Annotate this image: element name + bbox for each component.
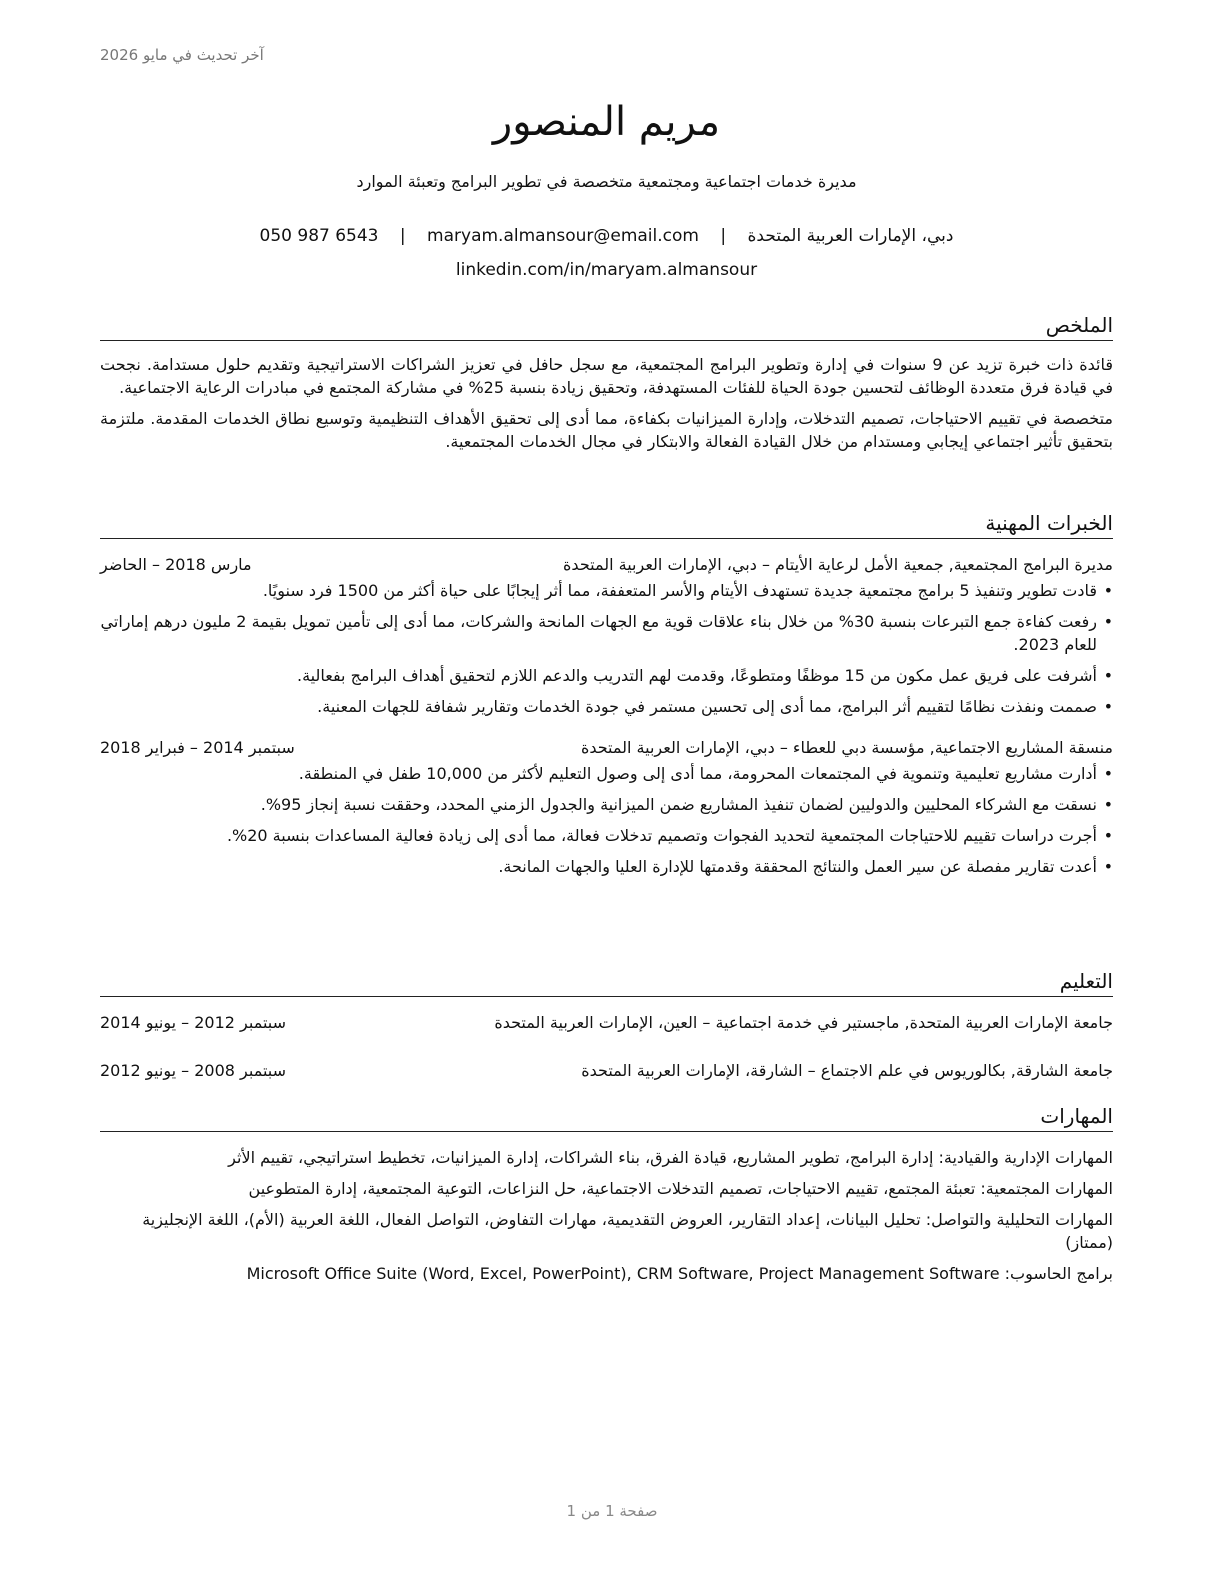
contact-separator: | <box>720 226 727 246</box>
list-item: • قادت تطوير وتنفيذ 5 برامج مجتمعية جديدة تستهدف الأيتام والأسر المتعففة، مما أثر إيجابًا على حياة أكثر من 1500 فرد سنويًا. <box>100 579 1113 602</box>
job-bullets <box>100 579 1113 718</box>
job-role: مديرة البرامج المجتمعية, جمعية الأمل لرعاية الأيتام – دبي، الإمارات العربية المتحدة <box>563 555 1113 574</box>
list-item: • أجرت دراسات تقييم للاحتياجات المجتمعية لتحديد الفجوات وتصميم تدخلات فعالة، مما أدى إلى زيادة فعالية المساعدات بنسبة 20%. <box>100 824 1113 847</box>
experience-section <box>100 508 1113 886</box>
job-dates: سبتمبر 2014 – فبراير 2018 <box>100 738 295 757</box>
list-item: • أشرفت على فريق عمل مكون من 15 موظفًا ومتطوعًا، وقدمت لهم التدريب والدعم اللازم لتحقيق أهداف البرامج بفعالية. <box>100 664 1113 687</box>
education-entry <box>100 1059 1113 1083</box>
list-item: • أعدت تقارير مفصلة عن سير العمل والنتائج المحققة وقدمتها للإدارة العليا والجهات المانحة. <box>100 855 1113 878</box>
candidate-title: مديرة خدمات اجتماعية ومجتمعية متخصصة في تطوير البرامج وتعبئة الموارد <box>356 172 857 191</box>
contact-location: دبي، الإمارات العربية المتحدة <box>747 226 954 246</box>
skill-line: برامج الحاسوب: Microsoft Office Suite (Word, Excel, PowerPoint), CRM Software, Project Management Software <box>246 1264 1113 1283</box>
list-item: • نسقت مع الشركاء المحليين والدوليين لضمان تنفيذ المشاريع ضمن الميزانية والجدول الزمني المحدد، وحققت نسبة إنجاز 95%. <box>100 793 1113 816</box>
summary-paragraph: متخصصة في تقييم الاحتياجات، تصميم التدخلات، وإدارة الميزانيات بكفاءة، مما أدى إلى تحقيق الأهداف التنظيمية وتوسيع نطاق الخدمات المقدمة. ملتزمة بتحقيق تأثير اجتماعي إيجابي ومستدام من خلال القيادة الفعالة والابتكار في مجال الخدمات المجتمعية. <box>100 409 1113 451</box>
section-heading-summary: الملخص <box>100 310 1113 341</box>
job-role: منسقة المشاريع الاجتماعية, مؤسسة دبي للعطاء – دبي، الإمارات العربية المتحدة <box>580 738 1113 757</box>
education-section <box>100 966 1113 1083</box>
contact-linkedin[interactable]: linkedin.com/in/maryam.almansour <box>455 260 758 280</box>
list-item: • رفعت كفاءة جمع التبرعات بنسبة 30% من خلال بناء علاقات قوية مع الجهات المانحة والشركات، مما أدى إلى تأمين تمويل بقيمة 2 مليون درهم إماراتي للعام 2023. <box>100 610 1113 656</box>
contact-line-2 <box>100 256 1113 290</box>
job-bullets <box>100 762 1113 878</box>
contact-phone[interactable]: 050 987 6543 <box>259 226 379 246</box>
summary-paragraph: قائدة ذات خبرة تزيد عن 9 سنوات في إدارة وتطوير البرامج المجتمعية، مع سجل حافل في تعزيز الشراكات الاستراتيجية وتقديم حلول مستدامة. نجحت في قيادة فرق متعددة الوظائف لتحسين جودة الحياة للفئات المستهدفة، وتحقيق زيادة بنسبة 25% في مشاركة المجتمع في مبادرات الرعاية الاجتماعية. <box>100 355 1114 397</box>
education-dates: سبتمبر 2008 – يونيو 2012 <box>100 1061 287 1080</box>
section-heading-education: التعليم <box>100 966 1113 997</box>
skill-line: المهارات الإدارية والقيادية: إدارة البرامج، تطوير المشاريع، قيادة الفرق، بناء الشراكات، إدارة الميزانيات، تخطيط استراتيجي، تقييم الأثر <box>228 1148 1113 1167</box>
skills-section <box>100 1101 1113 1285</box>
list-item: • صممت ونفذت نظامًا لتقييم أثر البرامج، مما أدى إلى تحسين مستمر في جودة الخدمات وتقارير شفافة للجهات المعنية. <box>100 695 1113 718</box>
page-number: صفحة 1 من 1 <box>566 1502 658 1520</box>
contact-block <box>100 222 1113 290</box>
job-entry <box>100 736 1113 878</box>
last-updated-note: آخر تحديث في مايو 2026 <box>100 46 264 64</box>
list-item: • أدارت مشاريع تعليمية وتنموية في المجتمعات المحرومة، مما أدى إلى وصول التعليم لأكثر من 10,000 طفل في المنطقة. <box>100 762 1113 785</box>
resume-page <box>100 0 1113 1584</box>
section-heading-experience: الخبرات المهنية <box>100 508 1113 539</box>
skill-line: المهارات المجتمعية: تعبئة المجتمع، تقييم الاحتياجات، تصميم التدخلات الاجتماعية، حل النزاعات، التوعية المجتمعية، إدارة المتطوعين <box>248 1179 1113 1198</box>
contact-separator: | <box>399 226 406 246</box>
job-header <box>100 553 1113 577</box>
summary-section <box>100 310 1113 453</box>
skill-line: المهارات التحليلية والتواصل: تحليل البيانات، إعداد التقارير، العروض التقديمية، مهارات التفاوض، التواصل الفعال، اللغة العربية (الأم)، اللغة الإنجليزية (ممتاز) <box>142 1210 1113 1252</box>
education-dates: سبتمبر 2012 – يونيو 2014 <box>100 1013 287 1032</box>
contact-email[interactable]: maryam.almansour@email.com <box>427 226 699 246</box>
candidate-name: مريم المنصور <box>492 99 721 145</box>
job-entry <box>100 553 1113 718</box>
education-degree: جامعة الشارقة, بكالوريوس في علم الاجتماع – الشارقة، الإمارات العربية المتحدة <box>581 1061 1113 1080</box>
education-entry <box>100 1011 1113 1035</box>
education-degree: جامعة الإمارات العربية المتحدة, ماجستير في خدمة اجتماعية – العين، الإمارات العربية المتحدة <box>494 1013 1113 1032</box>
job-header <box>100 736 1113 760</box>
section-heading-skills: المهارات <box>100 1101 1113 1132</box>
contact-line-1 <box>100 222 1113 256</box>
job-dates: مارس 2018 – الحاضر <box>100 555 252 574</box>
